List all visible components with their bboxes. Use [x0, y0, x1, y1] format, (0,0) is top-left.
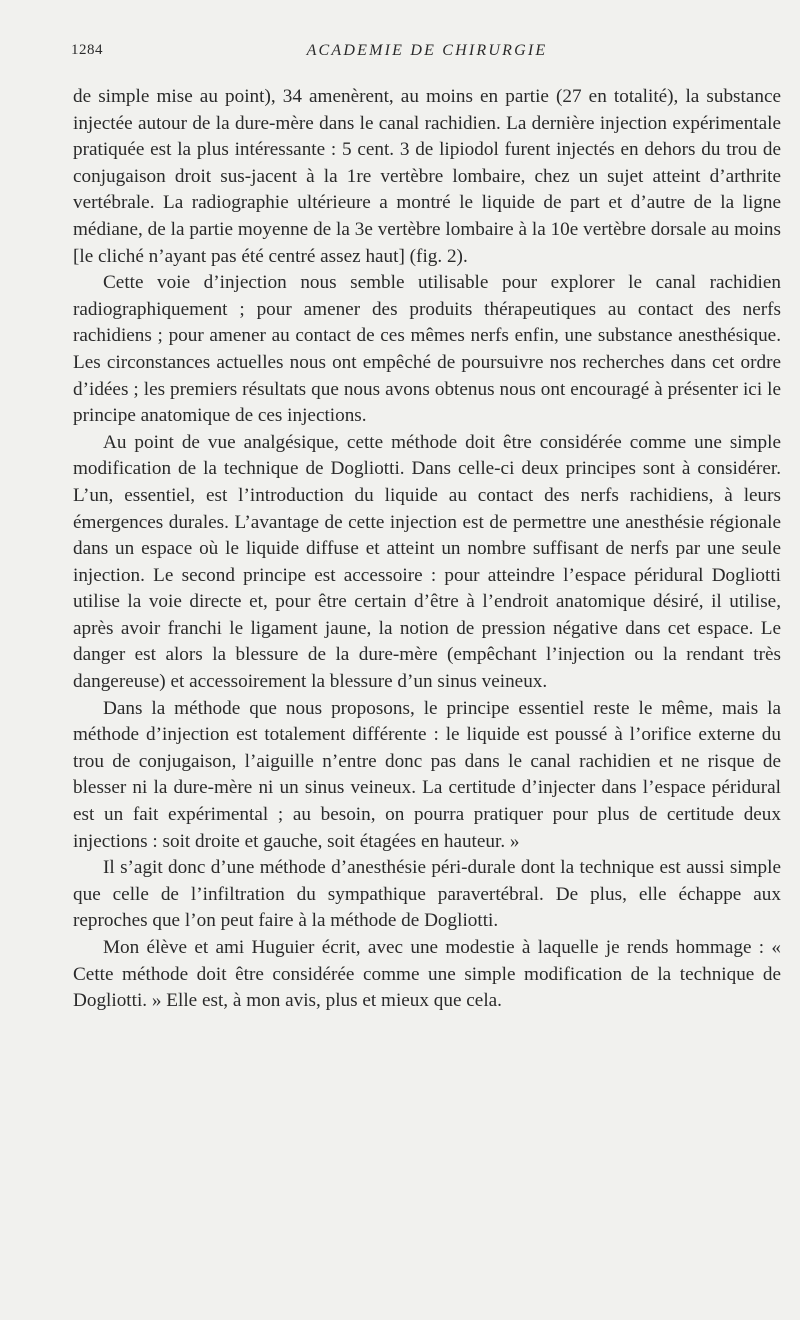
- running-head: ACADEMIE DE CHIRURGIE: [306, 42, 548, 59]
- page-number: 1284: [71, 42, 103, 58]
- page-header: [73, 42, 781, 66]
- paragraph-analgesic-method: Au point de vue analgésique, cette méthode doit être considérée comme une simple modification de la technique de Dogliotti. Dans celle-ci deux principes sont à considérer. L’un, essentiel, est l’introduction du liquide au contact des nerfs rachidiens, à leurs émergences durales. L’avantage de cette injection est de permettre une anesthésie régionale dans un espace où le liquide diffuse et atteint un nombre suffisant de nerfs par une seule injection. Le second principe est accessoire : pour atteindre l’espace péridural Dogliotti utilise la voie directe et, pour être certain d’être à l’endroit anatomique désiré, il utilise, après avoir franchi le ligament jaune, la notion de pression négative dans cet espace. Le danger est alors la blessure de la dure-mère (empêchant l’injection ou la rendant très dangereuse) et accessoirement la blessure d’un sinus veineux.: [73, 431, 781, 693]
- paragraph-peridural-anesthesia: Il s’agit donc d’une méthode d’anesthésie péri-durale dont la technique est aussi simple que celle de l’infiltration du sympathique paravertébral. De plus, elle échappe aux reproches que l’on peut faire à la méthode de Dogliotti.: [73, 857, 781, 932]
- paragraph-continuation: de simple mise au point), 34 amenèrent, au moins en partie (27 en totalité), la substance injectée autour de la dure-mère dans le canal rachidien. La dernière injection expérimentale pratiquée est la plus intéressante : 5 cent. 3 de lipiodol furent injectés en dehors du trou de conjugaison droit sus-jacent à la 1re vertèbre lombaire, chez un sujet atteint d’arthrite vertébrale. La radiographie ultérieure a montré le liquide de part et d’autre de la ligne médiane, de la partie moyenne de la 3e vertèbre lombaire à la 10e vertèbre dorsale au moins [le cliché n’ayant pas été centré assez haut] (fig. 2).: [73, 86, 781, 267]
- body-text: [73, 84, 781, 1015]
- paragraph-proposed-method: Dans la méthode que nous proposons, le principe essentiel reste le même, mais la méthode d’injection est totalement différente : le liquide est poussé à l’orifice externe du trou de conjugaison, l’aiguille n’entre donc pas dans le canal rachidien et ne risque de blesser ni la dure-mère ni un sinus veineux. La certitude d’injecter dans l’espace péridural est un fait expérimental ; au besoin, on pourra pratiquer pour plus de certitude deux injections : soit droite et gauche, soit étagées en hauteur. »: [73, 697, 781, 852]
- paragraph-injection-route: Cette voie d’injection nous semble utilisable pour explorer le canal rachidien radiographiquement ; pour amener des produits thérapeutiques au contact des nerfs rachidiens ; pour amener au contact de ces mêmes nerfs enfin, une substance anesthésique. Les circonstances actuelles nous ont empêché de poursuivre nos recherches dans cet ordre d’idées ; les premiers résultats que nous avons obtenus nous ont encouragé à présenter ici le principe anatomique de ces injections.: [73, 272, 781, 427]
- paragraph-huguier-quote: Mon élève et ami Huguier écrit, avec une modestie à laquelle je rends hommage : « Cette méthode doit être considérée comme une simple modification de la technique de Dogliotti. » Elle est, à mon avis, plus et mieux que cela.: [73, 937, 781, 1012]
